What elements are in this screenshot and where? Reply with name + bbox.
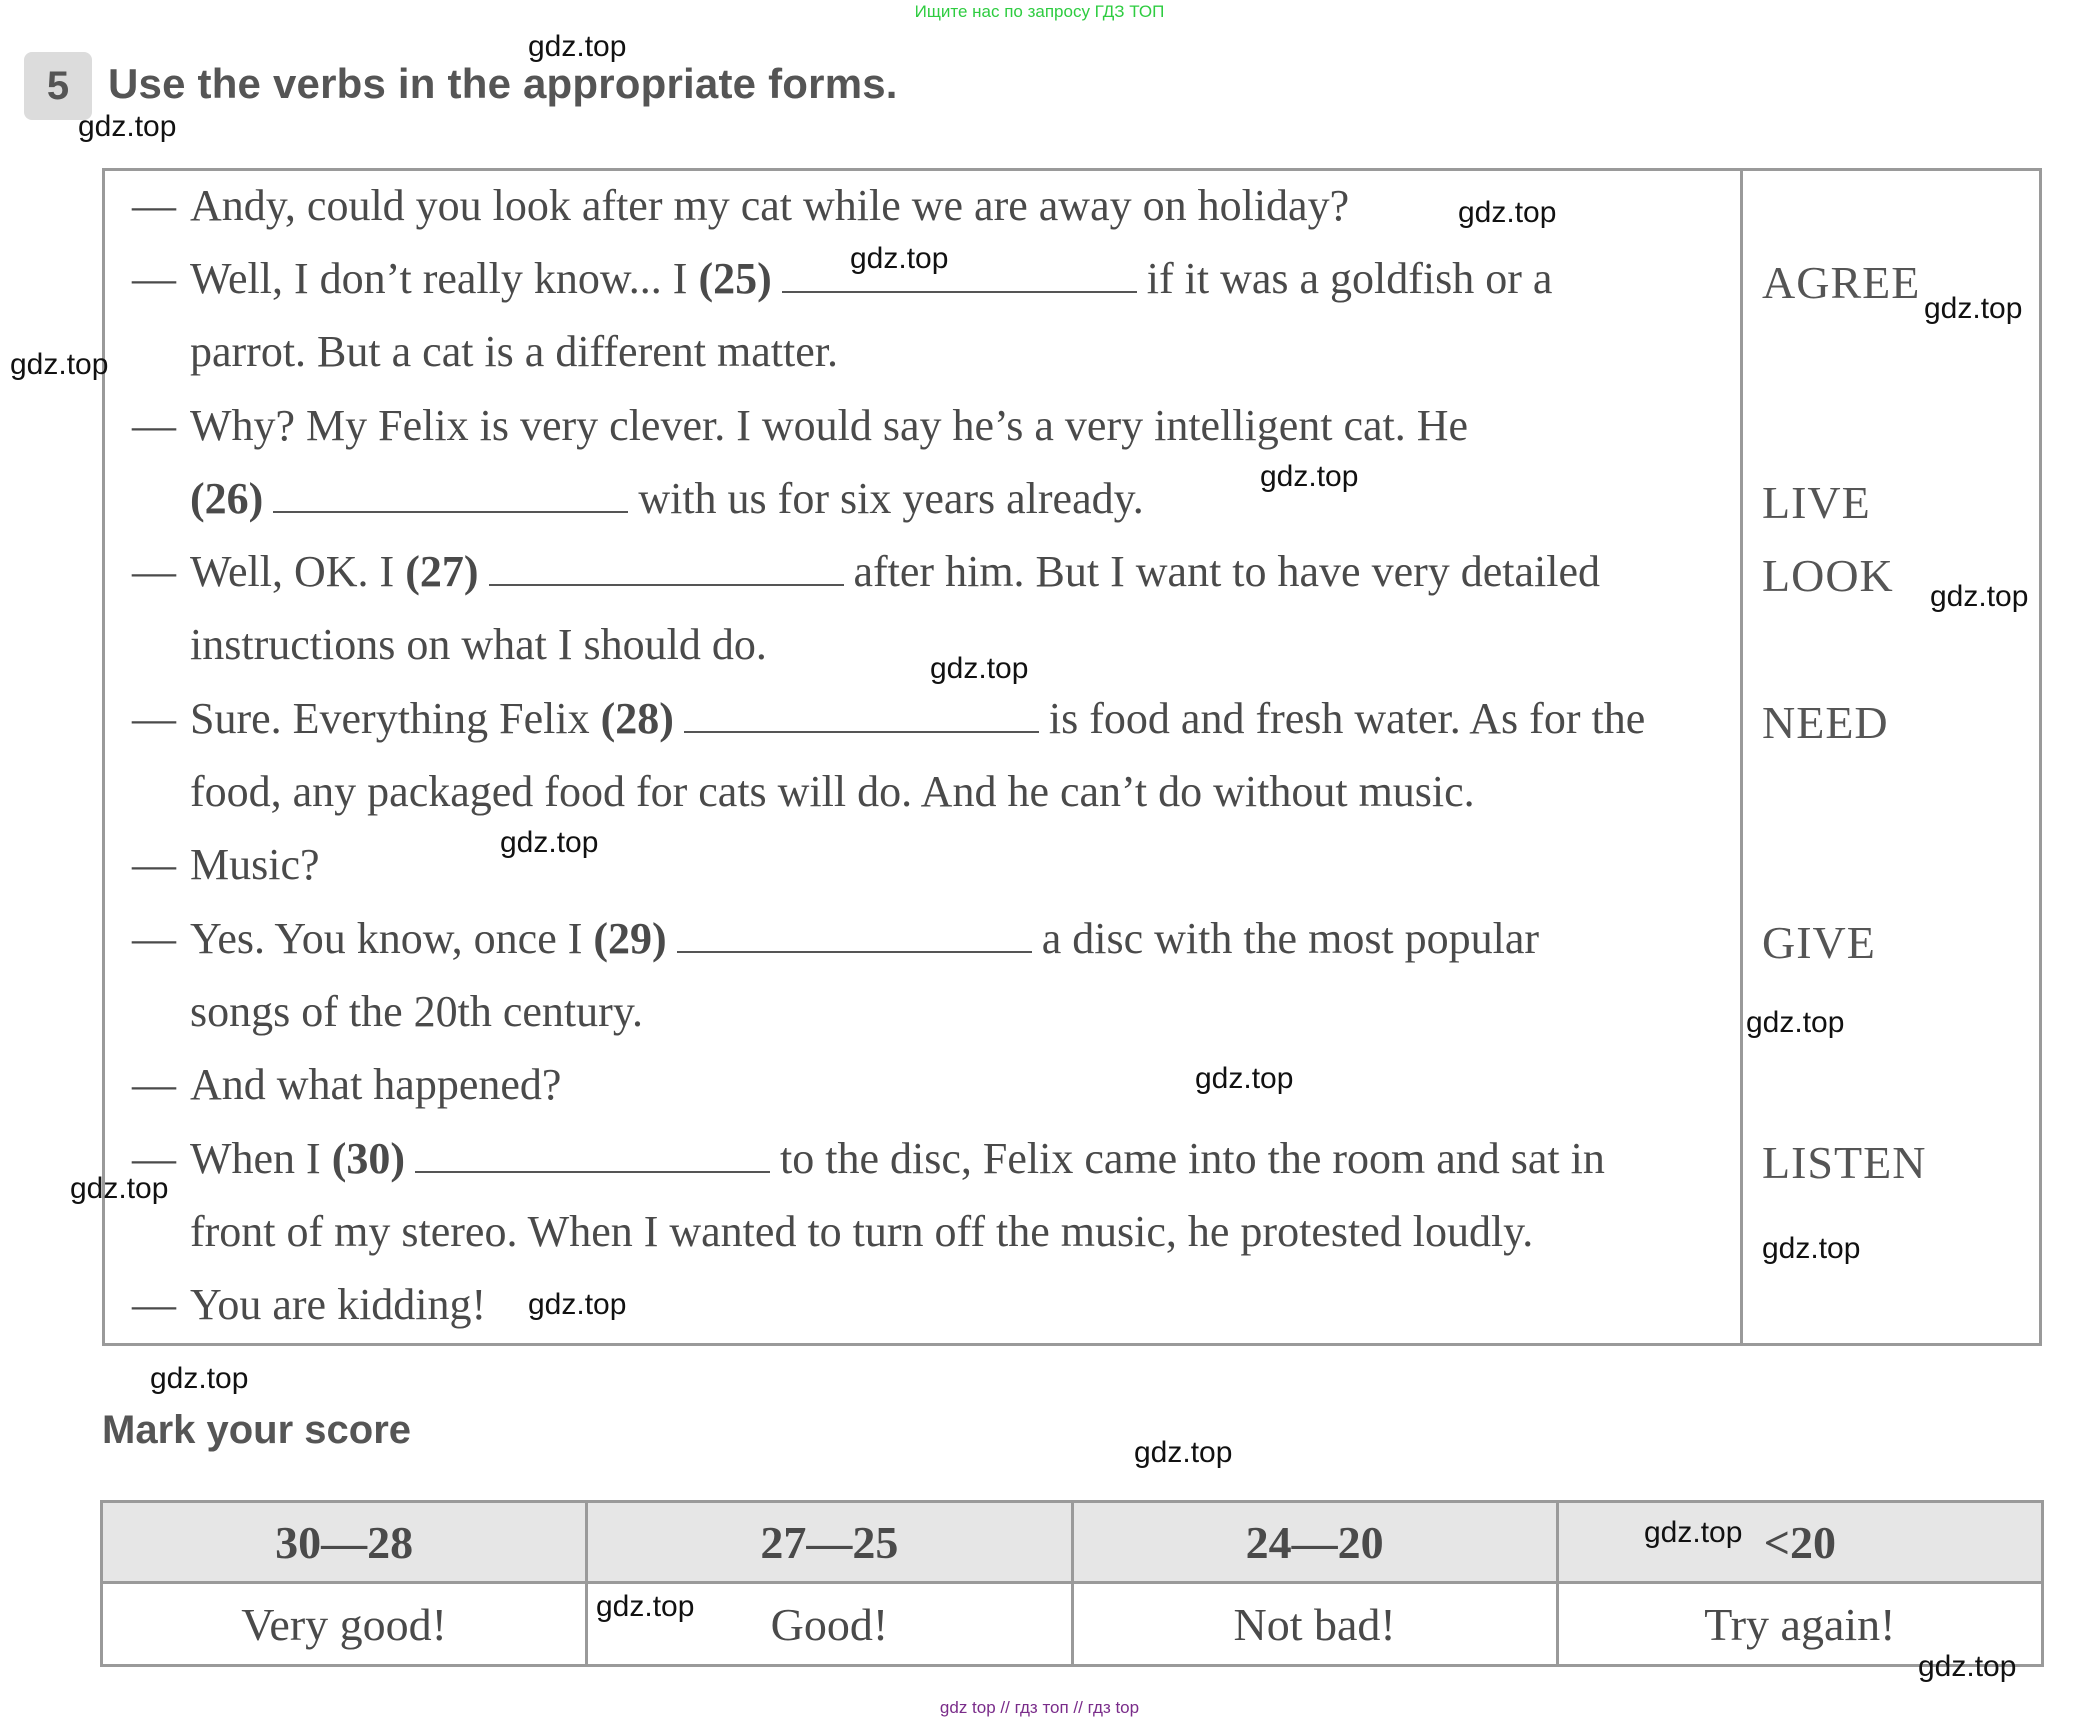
dialogue-line: — Sure. Everything Felix (28) is food and fresh water. As for the [132,694,1646,743]
watermark: gdz.top [500,826,599,859]
exercise-number: 5 [24,52,92,120]
dialogue-line: — When I (30) to the disc, Felix came into the room and sat in [132,1134,1605,1183]
dialogue-line: — Well, I don’t really know... I (25) if it was a goldfish or a [132,254,1553,303]
score-label: Good! [587,1583,1072,1666]
watermark: gdz.top [1195,1062,1294,1095]
watermark: gdz.top [70,1172,169,1205]
verb-look: LOOK [1762,550,1894,601]
dialogue-line: (26) with us for six years already. [190,474,1144,523]
verb-agree: AGREE [1762,257,1921,308]
dialogue-line: parrot. But a cat is a different matter. [190,327,838,376]
watermark: gdz.top [1918,1650,2017,1683]
score-range: 30—28 [102,1502,587,1583]
score-title: Mark your score [102,1408,412,1452]
verb-column-divider [1740,168,1743,1346]
footer: gdz top // гдз топ // гдз top [939,1698,1140,1717]
dialogue-line: — Yes. You know, once I (29) a disc with the most popular [132,914,1540,963]
verb-need: NEED [1762,697,1889,748]
answer-blank-28[interactable] [684,697,1039,733]
watermark: gdz.top [1930,580,2029,613]
dialogue-line: food, any packaged food for cats will do. And he can’t do without music. [190,767,1475,816]
dialogue-line: front of my stereo. When I wanted to turn off the music, he protested loudly. [190,1207,1534,1256]
watermark: gdz.top [1924,292,2023,325]
answer-blank-27[interactable] [489,550,844,586]
verb-live: LIVE [1762,477,1871,528]
dialogue-line: instructions on what I should do. [190,620,767,669]
watermark: gdz.top [930,652,1029,685]
watermark: gdz.top [1134,1436,1233,1469]
score-labels-row [102,1583,2043,1666]
score-ranges-row [102,1502,2043,1583]
score-table [100,1500,2044,1667]
watermark: gdz.top [1762,1232,1861,1265]
watermark: gdz.top [1458,196,1557,229]
score-range: <20 [1557,1502,2042,1583]
gap-number: (25) [698,254,772,303]
exercise-title: Use the verbs in the appropriate forms. [108,60,898,107]
verb-give: GIVE [1762,917,1876,968]
dialogue-line: — Why? My Felix is very clever. I would say he’s a very intelligent cat. He [132,401,1469,450]
watermark: gdz.top [1260,460,1359,493]
dialogue-line: — Andy, could you look after my cat while we are away on holiday? [132,181,1350,230]
watermark: gdz.top [850,242,949,275]
watermark: gdz.top [1644,1516,1743,1549]
dialogue-line: — Music? [132,840,320,889]
dialogue-line: — You are kidding! [132,1280,487,1329]
gap-number: (28) [600,694,674,743]
gap-number: (29) [593,914,667,963]
score-label: Very good! [102,1583,587,1666]
gap-number: (26) [190,474,264,523]
watermark: gdz.top [78,110,177,143]
answer-blank-26[interactable] [273,477,628,513]
answer-blank-29[interactable] [677,917,1032,953]
gap-number: (30) [331,1134,406,1183]
score-range: 27—25 [587,1502,1072,1583]
verb-listen: LISTEN [1762,1137,1927,1188]
watermark: gdz.top [1746,1006,1845,1039]
answer-blank-25[interactable] [782,257,1137,293]
dialogue-line: songs of the 20th century. [190,987,643,1036]
watermark: gdz.top [150,1362,249,1395]
watermark: gdz.top [528,30,627,63]
score-label: Try again! [1557,1583,2042,1666]
watermark: gdz.top [528,1288,627,1321]
top-note: Ищите нас по запросу ГДЗ ТОП [914,2,1165,21]
answer-blank-30[interactable] [415,1137,770,1173]
score-label: Not bad! [1072,1583,1557,1666]
watermark: gdz.top [596,1590,695,1623]
gap-number: (27) [405,547,479,596]
watermark: gdz.top [10,348,109,381]
score-range: 24—20 [1072,1502,1557,1583]
dialogue-line: — And what happened? [132,1060,562,1109]
dialogue-line: — Well, OK. I (27) after him. But I want to have very detailed [132,547,1601,596]
